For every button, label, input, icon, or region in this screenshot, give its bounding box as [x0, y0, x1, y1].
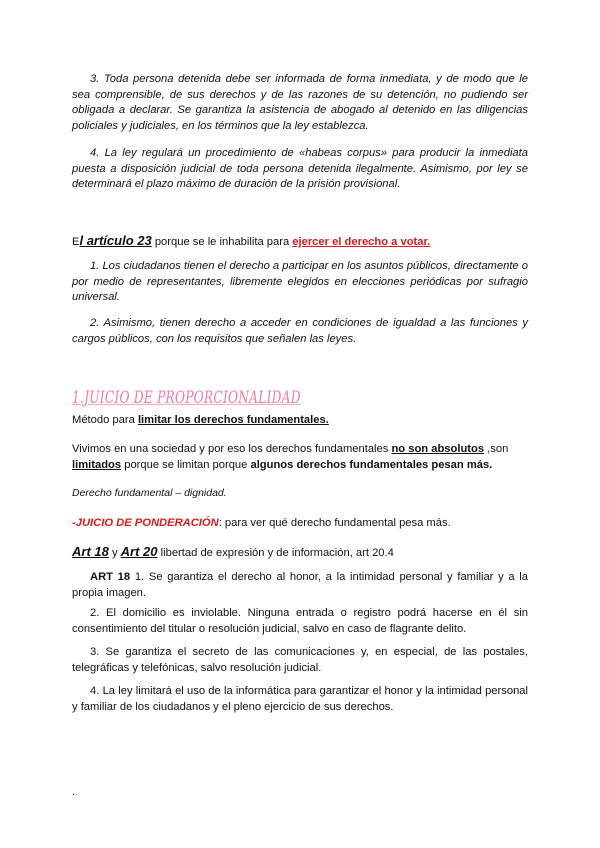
footer-dot: . — [72, 786, 76, 798]
section-heading: 1.JUICIO DE PROPORCIONALIDAD — [72, 388, 301, 408]
ponderacion-line — [72, 516, 528, 532]
art23-link[interactable]: l artículo 23 — [79, 233, 152, 248]
vivimos-text-3: ,son — [484, 443, 509, 455]
vivimos-limitados: limitados — [72, 458, 122, 471]
art18-paragraph-3: 3. Se garantiza el secreto de las comunicaciones y, en especial, de las postales, telegráficas y telefónicas, salvo resolución judicial. — [72, 646, 528, 674]
vivimos-pesan-mas: algunos derechos fundamentales pesan más. — [250, 458, 493, 471]
metodo-bold: limitar los derechos fundamentales. — [137, 414, 329, 426]
libertad-text: libertad de expresión y de información, art 20.4 — [157, 547, 394, 559]
art18-paragraph-4: 4. La ley limitará el uso de la informática para garantizar el honor y la intimidad personal y familiar de los ciudadanos y el pleno ejercicio de sus derechos. — [72, 685, 528, 713]
ponderacion-rest: : para ver qué derecho fundamental pesa más. — [218, 517, 451, 529]
art18-link[interactable]: Art 18 — [72, 544, 109, 559]
art17-paragraph-3: 3. Toda persona detenida debe ser informada de forma inmediata, y de modo que le sea comprensible, de sus derechos y de las razones de su detención, no pudiendo ser obligada a declarar. Se garantiza la asistencia de abogado al detenido en las diligencias policiales y judiciales, en los términos que la ley establezca. — [72, 73, 528, 132]
art23-intro — [72, 233, 528, 251]
art23-intro-red: ejercer el derecho a votar. — [292, 236, 431, 248]
metodo-line — [72, 413, 528, 429]
vivimos-text-1: Vivimos en una sociedad y por eso los derechos fundamentales — [72, 443, 392, 455]
art23-intro-prefix: E — [72, 236, 80, 248]
derecho-fundamental-line: Derecho fundamental – dignidad. — [72, 487, 227, 499]
art18-paragraph-1 — [72, 570, 528, 601]
art18-p1-text: 1. Se garantiza el derecho al honor, a la intimidad personal y familiar y a la propia imagen. — [72, 571, 528, 599]
vivimos-no-absolutos: no son absolutos — [391, 443, 485, 455]
ponderacion-red: -JUICIO DE PONDERACIÓN — [72, 517, 219, 529]
art23-paragraph-2: 2. Asimismo, tienen derecho a acceder en condiciones de igualdad a las funciones y cargos públicos, con los requisitos que señalen las leyes. — [72, 317, 528, 345]
art20-link[interactable]: Art 20 — [120, 544, 158, 559]
art17-paragraph-4: 4. La ley regulará un procedimiento de «habeas corpus» para producir la inmediata puesta a disposición judicial de toda persona detenida ilegalmente. Asimismo, por ley se determinará el plazo máximo de duración de la prisión provisional. — [72, 147, 528, 191]
vivimos-text-5: porque se limitan porque — [121, 458, 251, 471]
metodo-prefix: Método para — [72, 414, 138, 426]
art23-intro-middle: porque se le inhabilita para — [151, 236, 293, 248]
y-conjunction: y — [108, 547, 121, 559]
art23-paragraph-1: 1. Los ciudadanos tienen el derecho a participar en los asuntos públicos, directamente o por medio de representantes, libremente elegidos en elecciones periódicas por sufragio universal. — [72, 260, 528, 304]
art18-paragraph-2: 2. El domicilio es inviolable. Ninguna entrada o registro podrá hacerse en él sin consentimiento del titular o resolución judicial, salvo en caso de flagrante delito. — [72, 607, 528, 635]
art18-art20-line — [72, 544, 528, 562]
vivimos-paragraph — [72, 442, 528, 473]
art18-label: ART 18 — [90, 571, 131, 583]
